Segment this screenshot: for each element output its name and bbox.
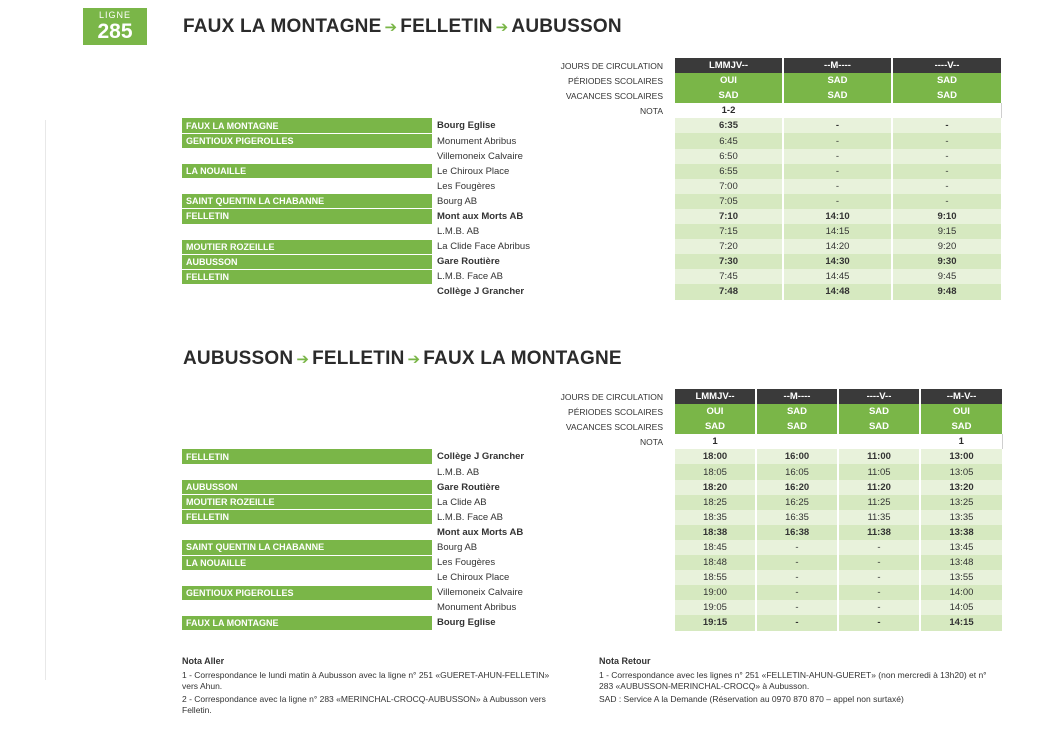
- aller-title: [183, 16, 622, 38]
- time-cell: 7:30: [674, 254, 783, 269]
- nota-aller-title: Nota Aller: [182, 656, 225, 666]
- time-cell: 6:35: [674, 118, 783, 133]
- commune-cell: [182, 224, 432, 239]
- table-row: [182, 269, 1001, 284]
- stop-name: Gare Routière: [432, 254, 674, 269]
- stop-name: La Clide AB: [432, 495, 674, 510]
- stop-name: L.M.B. Face AB: [432, 510, 674, 525]
- stop-name: Mont aux Morts AB: [432, 209, 674, 224]
- commune-cell: [182, 600, 432, 615]
- commune-cell: AUBUSSON: [182, 480, 432, 495]
- commune-cell: [182, 464, 432, 479]
- stop-name: La Clide Face Abribus: [432, 239, 674, 254]
- arrow-right-icon: ➔: [407, 351, 421, 368]
- time-cell: 7:48: [674, 284, 783, 299]
- time-cell: -: [756, 585, 838, 600]
- column-vacances: SAD: [674, 88, 783, 103]
- arrow-right-icon: ➔: [296, 351, 310, 368]
- commune-cell: AUBUSSON: [182, 254, 432, 269]
- table-row: [182, 194, 1001, 209]
- column-jours: ----V--: [838, 389, 920, 404]
- header-row-vacances: [182, 419, 1002, 434]
- header-label-jours: JOURS DE CIRCULATION: [560, 391, 663, 402]
- header-row-periodes: [182, 73, 1001, 88]
- time-cell: -: [783, 164, 892, 179]
- commune-cell: LA NOUAILLE: [182, 555, 432, 570]
- time-cell: -: [756, 555, 838, 570]
- stop-name: Bourg AB: [432, 540, 674, 555]
- time-cell: -: [892, 164, 1001, 179]
- time-cell: -: [892, 118, 1001, 133]
- time-cell: 14:05: [920, 600, 1002, 615]
- stop-name: L.M.B. AB: [432, 224, 674, 239]
- table-row: [182, 254, 1001, 269]
- column-nota: 1-2: [674, 103, 783, 118]
- column-jours: --M----: [783, 58, 892, 73]
- header-row-vacances: [182, 88, 1001, 103]
- aller-title-via: FELLETIN: [400, 16, 493, 37]
- stop-name: L.M.B. AB: [432, 464, 674, 479]
- time-cell: 9:48: [892, 284, 1001, 299]
- column-jours: ----V--: [892, 58, 1001, 73]
- column-jours: LMMJV--: [674, 58, 783, 73]
- column-periodes: OUI: [674, 404, 756, 419]
- time-cell: 7:10: [674, 209, 783, 224]
- table-row: [182, 133, 1001, 148]
- time-cell: 14:15: [783, 224, 892, 239]
- time-cell: 9:45: [892, 269, 1001, 284]
- header-label-jours: JOURS DE CIRCULATION: [560, 60, 663, 71]
- table-row: [182, 585, 1002, 600]
- time-cell: 6:50: [674, 149, 783, 164]
- aller-timetable: [182, 58, 1002, 300]
- column-periodes: SAD: [892, 73, 1001, 88]
- table-row: [182, 224, 1001, 239]
- commune-cell: [182, 179, 432, 194]
- time-cell: 18:25: [674, 495, 756, 510]
- time-cell: -: [838, 615, 920, 630]
- commune-cell: SAINT QUENTIN LA CHABANNE: [182, 540, 432, 555]
- stop-name: Bourg AB: [432, 194, 674, 209]
- arrow-right-icon: ➔: [495, 19, 509, 36]
- table-row: [182, 284, 1001, 299]
- stop-name: Collège J Grancher: [432, 449, 674, 464]
- time-cell: 13:45: [920, 540, 1002, 555]
- time-cell: 18:35: [674, 510, 756, 525]
- commune-cell: SAINT QUENTIN LA CHABANNE: [182, 194, 432, 209]
- stop-name: Collège J Grancher: [432, 284, 674, 299]
- table-row: [182, 615, 1002, 630]
- commune-cell: MOUTIER ROZEILLE: [182, 239, 432, 254]
- commune-cell: FELLETIN: [182, 510, 432, 525]
- nota-retour: [599, 656, 999, 707]
- commune-cell: [182, 525, 432, 540]
- time-cell: -: [838, 600, 920, 615]
- time-cell: 13:38: [920, 525, 1002, 540]
- stop-name: Bourg Eglise: [432, 615, 674, 630]
- retour-title-via: FELLETIN: [312, 348, 405, 369]
- line-badge: [83, 8, 147, 45]
- table-row: [182, 555, 1002, 570]
- column-periodes: SAD: [783, 73, 892, 88]
- stop-name: Le Chiroux Place: [432, 164, 674, 179]
- time-cell: -: [892, 179, 1001, 194]
- time-cell: 18:45: [674, 540, 756, 555]
- time-cell: 7:20: [674, 239, 783, 254]
- column-vacances: SAD: [783, 88, 892, 103]
- time-cell: 16:00: [756, 449, 838, 464]
- time-cell: 18:38: [674, 525, 756, 540]
- column-jours: --M----: [756, 389, 838, 404]
- time-cell: 16:20: [756, 480, 838, 495]
- stop-name: Gare Routière: [432, 480, 674, 495]
- time-cell: 13:25: [920, 495, 1002, 510]
- time-cell: 7:15: [674, 224, 783, 239]
- stop-name: Monument Abribus: [432, 600, 674, 615]
- time-cell: 7:00: [674, 179, 783, 194]
- table-row: [182, 464, 1002, 479]
- column-nota: [756, 434, 838, 449]
- time-cell: 13:48: [920, 555, 1002, 570]
- column-vacances: SAD: [674, 419, 756, 434]
- commune-cell: GENTIOUX PIGEROLLES: [182, 585, 432, 600]
- header-label-periodes: PÉRIODES SCOLAIRES: [568, 406, 663, 417]
- commune-cell: FELLETIN: [182, 449, 432, 464]
- nota-retour-title: Nota Retour: [599, 656, 651, 666]
- time-cell: 11:38: [838, 525, 920, 540]
- column-nota: 1: [674, 434, 756, 449]
- line-number: 285: [97, 20, 133, 43]
- time-cell: 14:45: [783, 269, 892, 284]
- table-row: [182, 164, 1001, 179]
- time-cell: 6:55: [674, 164, 783, 179]
- table-row: [182, 118, 1001, 133]
- column-vacances: SAD: [838, 419, 920, 434]
- time-cell: -: [783, 179, 892, 194]
- commune-cell: [182, 284, 432, 299]
- header-row-nota: [182, 103, 1001, 118]
- time-cell: 16:38: [756, 525, 838, 540]
- time-cell: 16:25: [756, 495, 838, 510]
- column-periodes: OUI: [920, 404, 1002, 419]
- time-cell: 7:05: [674, 194, 783, 209]
- time-cell: 9:30: [892, 254, 1001, 269]
- header-label-nota: NOTA: [640, 105, 663, 116]
- time-cell: 18:05: [674, 464, 756, 479]
- time-cell: -: [756, 615, 838, 630]
- time-cell: 13:05: [920, 464, 1002, 479]
- time-cell: -: [838, 540, 920, 555]
- time-cell: 14:48: [783, 284, 892, 299]
- header-label-vacances: VACANCES SCOLAIRES: [565, 421, 663, 432]
- column-periodes: SAD: [838, 404, 920, 419]
- time-cell: 13:35: [920, 510, 1002, 525]
- line-badge-label: LIGNE: [98, 10, 131, 20]
- table-row: [182, 480, 1002, 495]
- table-row: [182, 570, 1002, 585]
- table-row: [182, 540, 1002, 555]
- header-label-nota: NOTA: [640, 436, 663, 447]
- commune-cell: GENTIOUX PIGEROLLES: [182, 133, 432, 148]
- stop-name: Bourg Eglise: [432, 118, 674, 133]
- arrow-right-icon: ➔: [384, 19, 398, 36]
- column-nota: [838, 434, 920, 449]
- header-row-jours: [182, 389, 1002, 404]
- column-nota: [783, 103, 892, 118]
- table-row: [182, 239, 1001, 254]
- table-row: [182, 179, 1001, 194]
- table-row: [182, 449, 1002, 464]
- stop-name: Monument Abribus: [432, 133, 674, 148]
- column-periodes: SAD: [756, 404, 838, 419]
- time-cell: 13:55: [920, 570, 1002, 585]
- time-cell: 11:05: [838, 464, 920, 479]
- commune-cell: FELLETIN: [182, 209, 432, 224]
- stop-name: Le Chiroux Place: [432, 570, 674, 585]
- commune-cell: FELLETIN: [182, 269, 432, 284]
- header-row-periodes: [182, 404, 1002, 419]
- time-cell: -: [783, 133, 892, 148]
- time-cell: 9:20: [892, 239, 1001, 254]
- column-nota: [892, 103, 1001, 118]
- time-cell: 16:35: [756, 510, 838, 525]
- time-cell: 18:20: [674, 480, 756, 495]
- time-cell: 11:00: [838, 449, 920, 464]
- time-cell: 14:10: [783, 209, 892, 224]
- stop-name: Les Fougères: [432, 555, 674, 570]
- time-cell: -: [756, 600, 838, 615]
- column-periodes: OUI: [674, 73, 783, 88]
- nota-retour-item: SAD : Service A la Demande (Réservation au 0970 870 870 – appel non surtaxé): [599, 694, 904, 704]
- time-cell: -: [838, 570, 920, 585]
- column-vacances: SAD: [892, 88, 1001, 103]
- header-row-jours: [182, 58, 1001, 73]
- stop-name: L.M.B. Face AB: [432, 269, 674, 284]
- stop-name: Mont aux Morts AB: [432, 525, 674, 540]
- header-label-periodes: PÉRIODES SCOLAIRES: [568, 75, 663, 86]
- nota-retour-item: 1 - Correspondance avec les lignes n° 251 «FELLETIN-AHUN-GUERET» (non mercredi à 13h20) et n° 283 «AUBUSSON-MERINCHAL-CROCQ» à Aubusson.: [599, 670, 987, 691]
- time-cell: -: [783, 194, 892, 209]
- time-cell: 9:15: [892, 224, 1001, 239]
- time-cell: 11:35: [838, 510, 920, 525]
- time-cell: -: [838, 585, 920, 600]
- retour-title: [183, 348, 622, 370]
- header-label-vacances: VACANCES SCOLAIRES: [565, 90, 663, 101]
- time-cell: -: [756, 570, 838, 585]
- time-cell: -: [783, 118, 892, 133]
- column-jours: LMMJV--: [674, 389, 756, 404]
- column-jours: --M-V--: [920, 389, 1002, 404]
- column-vacances: SAD: [920, 419, 1002, 434]
- time-cell: -: [838, 555, 920, 570]
- time-cell: -: [892, 194, 1001, 209]
- time-cell: 14:30: [783, 254, 892, 269]
- page-margin-line: [45, 120, 46, 680]
- time-cell: 11:25: [838, 495, 920, 510]
- table-row: [182, 209, 1001, 224]
- aller-title-destination: AUBUSSON: [511, 16, 622, 37]
- nota-aller: [182, 656, 562, 718]
- commune-cell: [182, 149, 432, 164]
- stop-name: Villemoneix Calvaire: [432, 585, 674, 600]
- nota-aller-item: 2 - Correspondance avec la ligne n° 283 «MERINCHAL-CROCQ-AUBUSSON» à Aubusson vers Felletin.: [182, 694, 546, 715]
- column-nota: 1: [920, 434, 1002, 449]
- time-cell: 18:48: [674, 555, 756, 570]
- stop-name: Les Fougères: [432, 179, 674, 194]
- time-cell: 19:05: [674, 600, 756, 615]
- table-row: [182, 495, 1002, 510]
- table-row: [182, 600, 1002, 615]
- time-cell: 14:00: [920, 585, 1002, 600]
- commune-cell: LA NOUAILLE: [182, 164, 432, 179]
- time-cell: 13:00: [920, 449, 1002, 464]
- header-row-nota: [182, 434, 1002, 449]
- table-row: [182, 510, 1002, 525]
- commune-cell: MOUTIER ROZEILLE: [182, 495, 432, 510]
- time-cell: 18:55: [674, 570, 756, 585]
- time-cell: 13:20: [920, 480, 1002, 495]
- retour-title-destination: FAUX LA MONTAGNE: [423, 348, 622, 369]
- time-cell: 9:10: [892, 209, 1001, 224]
- time-cell: 14:20: [783, 239, 892, 254]
- time-cell: -: [783, 149, 892, 164]
- time-cell: -: [892, 133, 1001, 148]
- retour-title-origin: AUBUSSON: [183, 348, 294, 369]
- table-row: [182, 525, 1002, 540]
- time-cell: 14:15: [920, 615, 1002, 630]
- retour-timetable: [182, 389, 1003, 631]
- commune-cell: FAUX LA MONTAGNE: [182, 615, 432, 630]
- column-vacances: SAD: [756, 419, 838, 434]
- time-cell: 7:45: [674, 269, 783, 284]
- time-cell: -: [892, 149, 1001, 164]
- time-cell: 19:00: [674, 585, 756, 600]
- time-cell: 11:20: [838, 480, 920, 495]
- table-row: [182, 149, 1001, 164]
- time-cell: -: [756, 540, 838, 555]
- nota-aller-item: 1 - Correspondance le lundi matin à Aubusson avec la ligne n° 251 «GUERET-AHUN-FELLETIN» vers Ahun.: [182, 670, 550, 691]
- commune-cell: FAUX LA MONTAGNE: [182, 118, 432, 133]
- commune-cell: [182, 570, 432, 585]
- stop-name: Villemoneix Calvaire: [432, 149, 674, 164]
- time-cell: 18:00: [674, 449, 756, 464]
- time-cell: 19:15: [674, 615, 756, 630]
- time-cell: 6:45: [674, 133, 783, 148]
- aller-title-origin: FAUX LA MONTAGNE: [183, 16, 382, 37]
- time-cell: 16:05: [756, 464, 838, 479]
